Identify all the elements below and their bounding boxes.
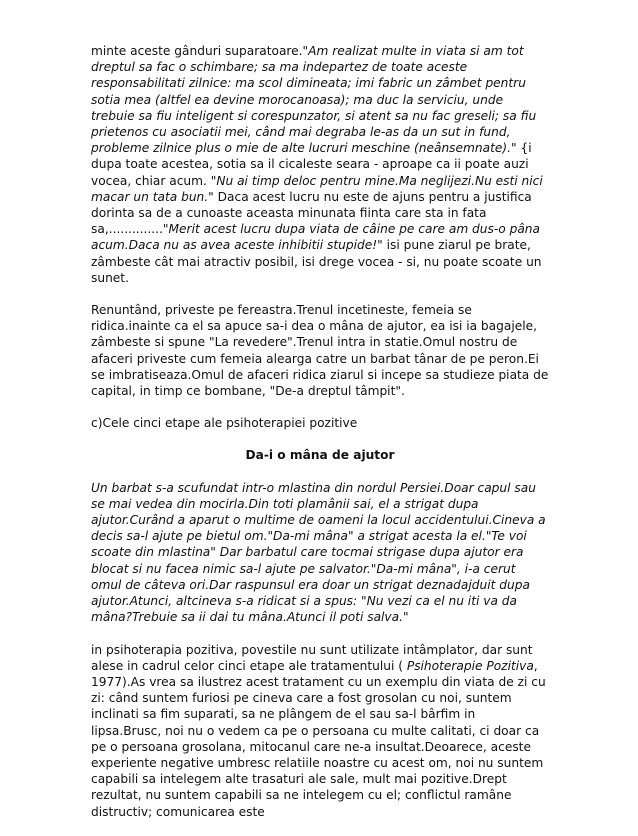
italic-quote: Merit acest lucru dupa viata de câine pe care am dus-o pâna acum.Daca nu as avea aceste inhibitii stupide! [91, 222, 540, 253]
paragraph-businessman-thoughts [91, 43, 549, 286]
italic-quote: "Da-mi mâna" [370, 561, 457, 576]
text-run: , 1977).As vrea sa ilustrez acest tratament cu un exemplu din viata de zi cu zi: când suntem furiosi pe cineva care a fost grosolan cu noi, suntem inclinati sa fim suparati, sa ne plângem de el sau sa-l bârfim in lipsa.Brusc, noi nu o vedem ca pe o persoana cu multe calitati, ci doar ca pe o persoana grosolana, mitocanul care ne-a insultat.Deoarece, aceste experiente negative umbresc relatiile noastre cu acest om, noi nu suntem capabili sa intelegem alte trasaturi ale sale, mult mai pozitive.Drept rezultat, nu suntem capabili sa ne intelegem cu el; conflictul ramâne distructiv; comunicarea este [91, 658, 546, 819]
text-run: " isi pune ziarul pe brate, zâmbeste cât mai atractiv posibil, isi drege vocea - si, nu poate scoate un sunet. [91, 238, 542, 285]
italic-quote: "Te voi scoate din mlastina" [91, 529, 527, 560]
text-run: in psihoterapia pozitiva, povestile nu sunt utilizate intâmplator, dar sunt alese in cadrul celor cinci etape ale tratamentului ( [91, 642, 533, 673]
italic-run: a strigat acesta la el. [353, 529, 486, 544]
italic-quote: Nu ai timp deloc pentru mine.Ma neglijezi.Nu esti nici macar un tata bun. [91, 173, 543, 204]
text-run: " Daca acest lucru nu este de ajuns pentru a justifica dorinta sa de a cunoaste aceasta minunata fiinta care sta in fata sa,.............." [91, 189, 532, 237]
book-title: Psihoterapie Pozitiva [406, 658, 534, 673]
italic-run: Dar barbatul care tocmai strigase dupa ajutor era blocat si nu facea nimic sa-l ajute pe salvator. [91, 545, 524, 576]
paragraph-train-station: Renuntând, priveste pe fereastra.Trenul incetineste, femeia se ridica.inainte ca el sa apuce sa-i dea o mâna de ajutor, ea isi ia bagajele, zâmbeste si spune "La revedere".Trenul intra in statie.Omul nostru de afaceri priveste cum femeia alearga catre un barbat tânar de pe peron.Ei se imbratiseaza.Omul de afaceri ridica ziarul si incepe sa studieze piata de capital, in timp ce bombane, "De-a dreptul tâmpit". [91, 303, 549, 399]
text-run: " [402, 610, 409, 625]
text-run: " {i dupa toate acestea, sotia sa il cicaleste seara - aproape ca ii poate auzi vocea, chiar acum. " [91, 141, 532, 188]
document-page [91, 43, 549, 836]
text-run: minte aceste gânduri suparatoare." [91, 44, 309, 58]
italic-run: , i-a cerut omul de câteva ori.Dar raspunsul era doar un strigat deznadajduit dupa ajutor.Atunci, altcineva s-a ridicat si a spus: "Nu vezi ca el nu iti va da mâna?Trebuie sa ii dai tu mâna.Atunci il poti salva. [91, 561, 530, 625]
italic-quote: Am realizat multe in viata si am tot dreptul sa fac o schimbare; sa ma indepartez de toate aceste responsabilitati zilnice: ma scol dimineata; imi fabric un zâmbet pentru sotia mea (altfel ea devine morocanoasa); ma duc la serviciu, unde trebuie sa fiu inteligent si corespunzator, si atent sa nu fac greseli; sa fiu prietenos cu asociatii mei, când mai degraba le-as da un sut in fund, probleme zilnice plus o mie de alte lucruri meschine (neânsemnate). [91, 44, 537, 156]
italic-run: Un barbat s-a scufundat intr-o mlastina din nordul Persiei.Doar capul sau se mai vedea din mocirla.Din toti plamânii sai, el a strigat dupa ajutor.Curând a aparut o multime de oameni la locul accidentului.Cineva a decis sa-l ajute pe bietul om. [91, 480, 546, 544]
paragraph-story [91, 480, 549, 626]
story-heading: Da-i o mâna de ajutor [245, 448, 395, 463]
italic-quote: "Da-mi mâna" [267, 529, 354, 544]
section-label: c)Cele cinci etape ale psihoterapiei pozitive [91, 416, 358, 431]
paragraph-positive-psychotherapy [91, 642, 549, 820]
